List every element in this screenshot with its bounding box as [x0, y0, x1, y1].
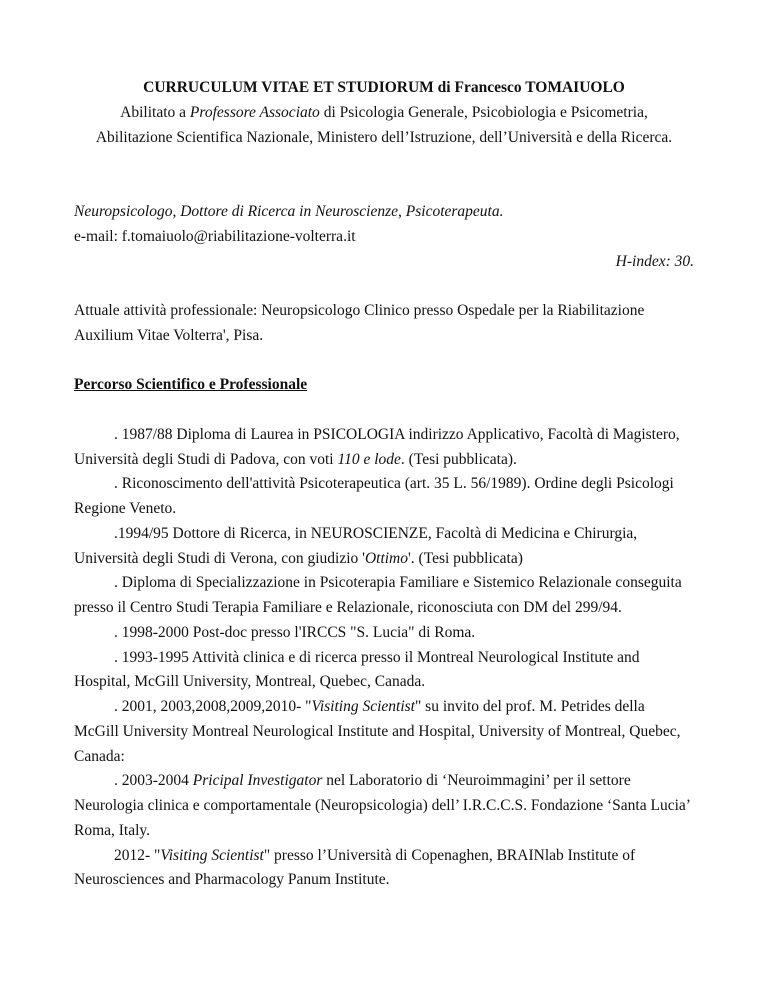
habilitation-authority: Abilitazione Scientifica Nazionale, Ministero dell’Istruzione, dell’Università e della Ricerca.	[95, 129, 673, 146]
entry-psicoterapia-line1: . Riconoscimento dell'attività Psicoterapeutica (art. 35 L. 56/1989). Ordine degli Psicologi	[114, 475, 674, 492]
entry-specializzazione-line1: . Diploma di Specializzazione in Psicoterapia Familiare e Sistemico Relazionale conseguita	[114, 574, 682, 591]
entry-visiting-mcgill-line2: McGill University Montreal Neurological Institute and Hospital, University of Montreal, Quebec,	[74, 723, 681, 740]
habilitation-line: Abilitato a Professore Associato di Psicologia Generale, Psicobiologia e Psicometria,	[120, 104, 648, 121]
entry-specializzazione-line2: presso il Centro Studi Terapia Familiare e Relazionale, riconosciuta con DM del 299/94.	[74, 599, 622, 616]
entry-postdoc: . 1998-2000 Post-doc presso l'IRCCS "S. Lucia" di Roma.	[114, 624, 476, 641]
entry-montreal-line2: Hospital, McGill University, Montreal, Quebec, Canada.	[74, 673, 426, 690]
entry-psicoterapia-line2: Regione Veneto.	[74, 500, 177, 517]
entry-copenaghen-line2: Neurosciences and Pharmacology Panum Institute.	[74, 871, 390, 888]
profile-role: Neuropsicologo, Dottore di Ricerca in Neuroscienze, Psicoterapeuta.	[74, 203, 504, 220]
h-index: H-index: 30.	[615, 253, 694, 270]
current-activity-line2: Auxilium Vitae Volterra', Pisa.	[74, 327, 264, 344]
entry-dottorato-line2: Università degli Studi di Verona, con giudizio 'Ottimo'. (Tesi pubblicata)	[74, 550, 523, 567]
profile-email: e-mail: f.tomaiuolo@riabilitazione-volterra.it	[74, 228, 356, 245]
current-activity-line1: Attuale attività professionale: Neuropsicologo Clinico presso Ospedale per la Riabilitazione	[74, 302, 645, 319]
entry-visiting-mcgill-line3: Canada:	[74, 748, 125, 765]
entry-pi-line3: Roma, Italy.	[74, 822, 151, 839]
entry-visiting-mcgill-line1: . 2001, 2003,2008,2009,2010- "Visiting Scientist" su invito del prof. M. Petrides della	[114, 698, 645, 715]
entry-pi-line1: . 2003-2004 Pricipal Investigator nel Laboratorio di ‘Neuroimmagini’ per il settore	[114, 772, 631, 789]
entry-laurea-line1: . 1987/88 Diploma di Laurea in PSICOLOGIA indirizzo Applicativo, Facoltà di Magistero,	[114, 426, 680, 443]
entry-copenaghen-line1: 2012- "Visiting Scientist" presso l’Università di Copenaghen, BRAINlab Institute of	[114, 847, 636, 864]
entry-pi-line2: Neurologia clinica e comportamentale (Neuropsicologia) dell’ I.R.C.C.S. Fondazione ‘Santa Lucia’	[74, 797, 691, 814]
document-title: CURRUCULUM VITAE ET STUDIORUM di Francesco TOMAIUOLO	[143, 79, 625, 96]
section-heading: Percorso Scientifico e Professionale	[74, 376, 308, 393]
entry-montreal-line1: . 1993-1995 Attività clinica e di ricerca presso il Montreal Neurological Institute and	[114, 649, 640, 666]
entry-laurea-line2: Università degli Studi di Padova, con voti 110 e lode. (Tesi pubblicata).	[74, 451, 517, 468]
entry-dottorato-line1: .1994/95 Dottore di Ricerca, in NEUROSCIENZE, Facoltà di Medicina e Chirurgia,	[114, 525, 638, 542]
